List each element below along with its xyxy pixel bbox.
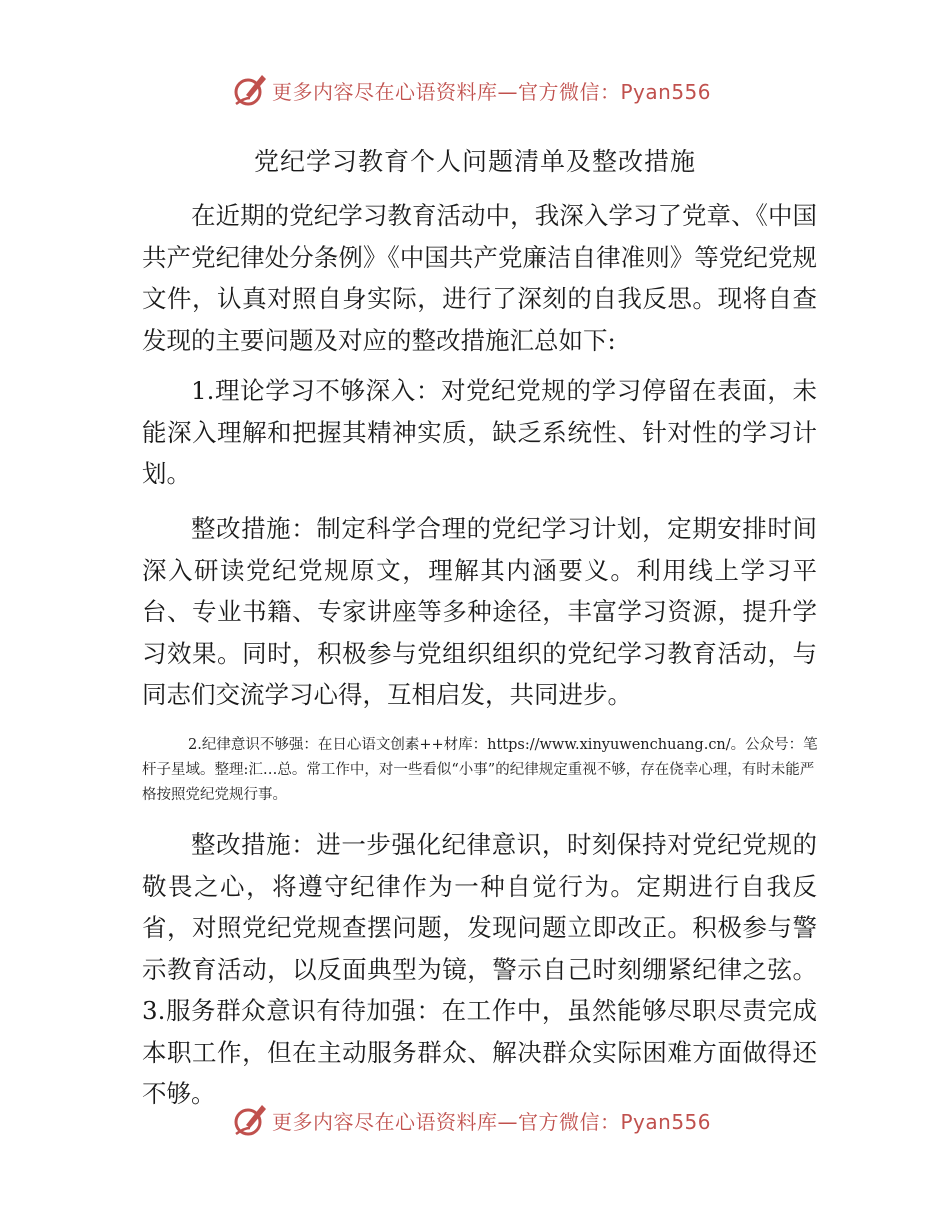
intro-paragraph: 在近期的党纪学习教育活动中，我深入学习了党章、《中国共产党纪律处分条例》《中国共产党廉洁自律准则》等党纪党规文件，认真对照自身实际，进行了深刻的自我反思。现将自查发现的主要问题及对应的整改措施汇总如下: [142, 201, 817, 355]
issue-2-paragraph: 2.纪律意识不够强：在日心语文创素++材库：https://www.xinyuwenchuang.cn/。公众号：笔杆子星域。整理:汇…总。常工作中，对一些看似“小事”的纪律规定重视不够，存在侥幸心理，有时未能严格按照党纪党规行事。 [142, 737, 818, 803]
pen-logo-icon [232, 1101, 268, 1139]
header-watermark [232, 68, 711, 112]
watermark-text: 更多内容尽在心语资料库—官方微信：Pyan556 [272, 1109, 712, 1134]
document-title: 党纪学习教育个人问题清单及整改措施 [253, 147, 696, 176]
pen-logo-icon [232, 71, 268, 109]
issue-1-paragraph: 1.理论学习不够深入：对党纪党规的学习停留在表面，未能深入理解和把握其精神实质，缺乏系统性、针对性的学习计划。 [142, 376, 817, 488]
watermark-text: 更多内容尽在心语资料库—官方微信：Pyan556 [272, 79, 712, 104]
fix-1-paragraph: 整改措施：制定科学合理的党纪学习计划，定期安排时间深入研读党纪党规原文，理解其内涵要义。利用线上学习平台、专业书籍、专家讲座等多种途径，丰富学习资源，提升学习效果。同时，积极参与党组织组织的党纪学习教育活动，与同志们交流学习心得，互相启发，共同进步。 [142, 514, 817, 709]
footer-watermark [232, 1098, 711, 1142]
fix-2-paragraph: 整改措施：进一步强化纪律意识，时刻保持对党纪党规的敬畏之心，将遵守纪律作为一种自觉行为。定期进行自我反省，对照党纪党规查摆问题，发现问题立即改正。积极参与警示教育活动，以反面典型为镜，警示自己时刻绷紧纪律之弦。3.服务群众意识有待加强：在工作中，虽然能够尽职尽责完成本职工作，但在主动服务群众、解决群众实际困难方面做得还不够。 [142, 830, 817, 1108]
